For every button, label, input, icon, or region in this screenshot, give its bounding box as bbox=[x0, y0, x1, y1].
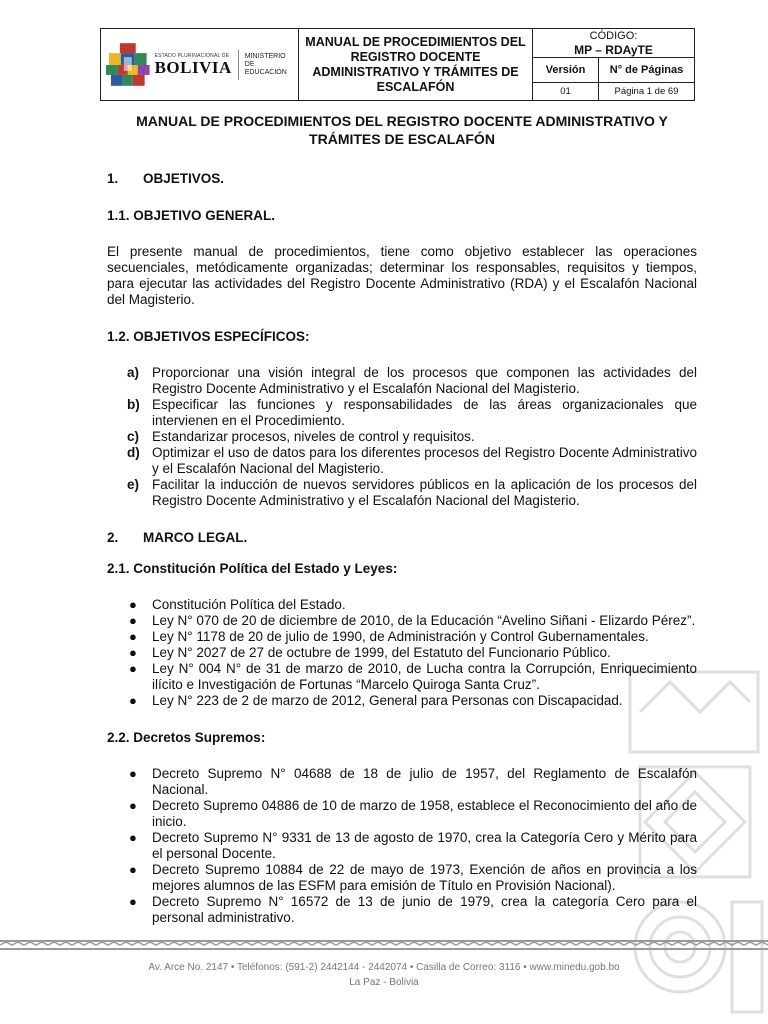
bullet-icon: ● bbox=[129, 613, 137, 628]
version-label: Versión bbox=[545, 64, 586, 76]
constitucion-leyes-heading: 2.1. Constitución Política del Estado y Leyes: bbox=[107, 561, 398, 576]
list-item bbox=[129, 830, 697, 862]
decretos-list bbox=[129, 766, 697, 926]
bullet-icon: ● bbox=[129, 629, 137, 644]
header-logo-cell bbox=[101, 29, 299, 100]
logo-divider bbox=[238, 50, 239, 80]
item-text: Decreto Supremo 04886 de 10 de marzo de 1958, establece el Reconocimiento del año de inicio. bbox=[152, 798, 697, 829]
item-text: Ley N° 223 de 2 de marzo de 2012, General para Personas con Discapacidad. bbox=[152, 693, 623, 708]
item-text: Decreto Supremo N° 16572 de 13 de junio de 1979, crea la categoría Cero para el personal administrativo. bbox=[152, 894, 697, 925]
item-text: Estandarizar procesos, niveles de control y requisitos. bbox=[152, 429, 475, 444]
section-number: 2. bbox=[107, 530, 119, 545]
item-text: Ley N° 2027 de 27 de octubre de 1999, del Estatuto del Funcionario Público. bbox=[152, 645, 611, 660]
codigo-value: MP – RDAyTE bbox=[574, 43, 653, 57]
header-codigo bbox=[533, 29, 694, 58]
bolivia-emblem-icon bbox=[105, 42, 151, 88]
logo-country-text: BOLIVIA bbox=[154, 58, 232, 77]
bullet-icon: ● bbox=[129, 894, 137, 909]
codigo-label: CÓDIGO: bbox=[589, 30, 638, 42]
decretos-supremos-heading: 2.2. Decretos Supremos: bbox=[107, 730, 266, 745]
item-text: Decreto Supremo N° 9331 de 13 de agosto de 1970, crea la Categoría Cero y Mérito para el personal Docente. bbox=[152, 830, 697, 861]
list-item bbox=[127, 445, 697, 477]
list-item bbox=[129, 862, 697, 894]
document-title: MANUAL DE PROCEDIMIENTOS DEL REGISTRO DOCENTE ADMINISTRATIVO Y TRÁMITES DE ESCALAFÓN bbox=[136, 113, 668, 147]
item-label: a) bbox=[127, 365, 140, 380]
list-item bbox=[129, 645, 697, 661]
item-text: Ley N° 004 N° de 31 de marzo de 2010, de Lucha contra la Corrupción, Enriquecimiento ilícito e Investigación de Fortunas “Marcelo Quiroga Santa Cruz”. bbox=[152, 661, 697, 692]
item-text: Especificar las funciones y responsabilidades de las áreas organizacionales que intervienen en el Procedimiento. bbox=[152, 397, 697, 428]
list-item bbox=[129, 693, 697, 709]
header-meta-cell bbox=[533, 29, 694, 100]
item-text: Decreto Supremo N° 04688 de 18 de julio de 1957, del Reglamento de Escalafón Nacional. bbox=[152, 766, 697, 797]
header-meta-values bbox=[533, 83, 694, 100]
bullet-icon: ● bbox=[129, 798, 137, 813]
bullet-icon: ● bbox=[129, 766, 137, 781]
footer-city: La Paz - Bolivia bbox=[349, 977, 419, 988]
bullet-icon: ● bbox=[129, 862, 137, 877]
item-text: Ley N° 070 de 20 de diciembre de 2010, de la Educación “Avelino Siñani - Elizardo Pérez”. bbox=[152, 613, 696, 628]
item-label: d) bbox=[127, 445, 140, 460]
list-item bbox=[129, 894, 697, 926]
paginas-value: Página 1 de 69 bbox=[614, 86, 679, 97]
section-title: MARCO LEGAL. bbox=[143, 530, 248, 545]
objetivos-especificos-heading: 1.2. OBJETIVOS ESPECÍFICOS: bbox=[107, 329, 310, 344]
item-text: Optimizar el uso de datos para los diferentes procesos del Registro Docente Administrativo y el Escalafón Nacional del Magisterio. bbox=[152, 445, 697, 476]
leyes-list bbox=[129, 597, 697, 709]
logo-estado-text: ESTADO PLURINACIONAL DE bbox=[154, 53, 230, 59]
footer-pattern-band bbox=[0, 938, 768, 952]
bullet-icon: ● bbox=[129, 597, 137, 612]
objetivos-list bbox=[127, 365, 697, 509]
list-item bbox=[129, 629, 697, 645]
bullet-icon: ● bbox=[129, 645, 137, 660]
header-meta-labels bbox=[533, 58, 694, 83]
footer-address: Av. Arce No. 2147 • Teléfonos: (591-2) 2442144 - 2442074 • Casilla de Correo: 3116 • www.minedu.gob.bo bbox=[148, 962, 620, 973]
item-text: Proporcionar una visión integral de los procesos que componen las actividades del Registro Docente Administrativo y el Escalafón Nacional del Magisterio. bbox=[152, 365, 697, 396]
list-item bbox=[129, 798, 697, 830]
document-body bbox=[107, 112, 697, 926]
document-header-table bbox=[100, 28, 695, 101]
list-item bbox=[129, 613, 697, 629]
list-item bbox=[127, 397, 697, 429]
item-label: b) bbox=[127, 397, 140, 412]
logo-wordmark bbox=[155, 53, 232, 76]
list-item bbox=[129, 597, 697, 613]
logo-ministry-line2: DE EDUCACIÓN bbox=[244, 60, 287, 76]
version-value: 01 bbox=[560, 86, 571, 97]
bullet-icon: ● bbox=[129, 661, 137, 676]
item-text: Constitución Política del Estado. bbox=[152, 597, 346, 612]
list-item bbox=[127, 429, 697, 445]
section-title: OBJETIVOS. bbox=[143, 171, 225, 186]
bullet-icon: ● bbox=[129, 830, 137, 845]
item-text: Ley N° 1178 de 20 de julio de 1990, de Administración y Control Gubernamentales. bbox=[152, 629, 649, 644]
list-item bbox=[127, 477, 697, 509]
bullet-icon: ● bbox=[129, 693, 137, 708]
objetivo-general-heading: 1.1. OBJETIVO GENERAL. bbox=[107, 208, 276, 223]
logo-ministry-line1: MINISTERIO bbox=[244, 52, 286, 60]
paginas-label: N° de Páginas bbox=[609, 64, 684, 76]
list-item bbox=[129, 766, 697, 798]
footer bbox=[0, 960, 768, 990]
section-number: 1. bbox=[107, 171, 119, 186]
item-label: c) bbox=[127, 429, 140, 444]
objetivo-general-paragraph: El presente manual de procedimientos, tiene como objetivo establecer las operaciones secuenciales, metódicamente organizadas; determinar los responsables, requisitos y tiempos, para ejecutar las actividades del Registro Docente Administrativo (RDA) y el Escalafón Nacional del Magisterio. bbox=[107, 244, 697, 307]
list-item bbox=[129, 661, 697, 693]
item-text: Decreto Supremo 10884 de 22 de mayo de 1973, Exención de años en provincia a los mejores alumnos de las ESFM para emisión de Título en Provisión Nacional). bbox=[152, 862, 697, 893]
section-objetivos-heading bbox=[107, 170, 697, 187]
section-marco-legal-heading bbox=[107, 529, 697, 546]
item-label: e) bbox=[127, 477, 140, 492]
list-item bbox=[127, 365, 697, 397]
item-text: Facilitar la inducción de nuevos servidores públicos en la aplicación de los procesos del Registro Docente Administrativo y el Escalafón Nacional del Magisterio. bbox=[152, 477, 697, 508]
logo-ministry bbox=[245, 53, 298, 77]
header-title: MANUAL DE PROCEDIMIENTOS DEL REGISTRO DOCENTE ADMINISTRATIVO Y TRÁMITES DE ESCALAFÓN bbox=[299, 29, 533, 100]
